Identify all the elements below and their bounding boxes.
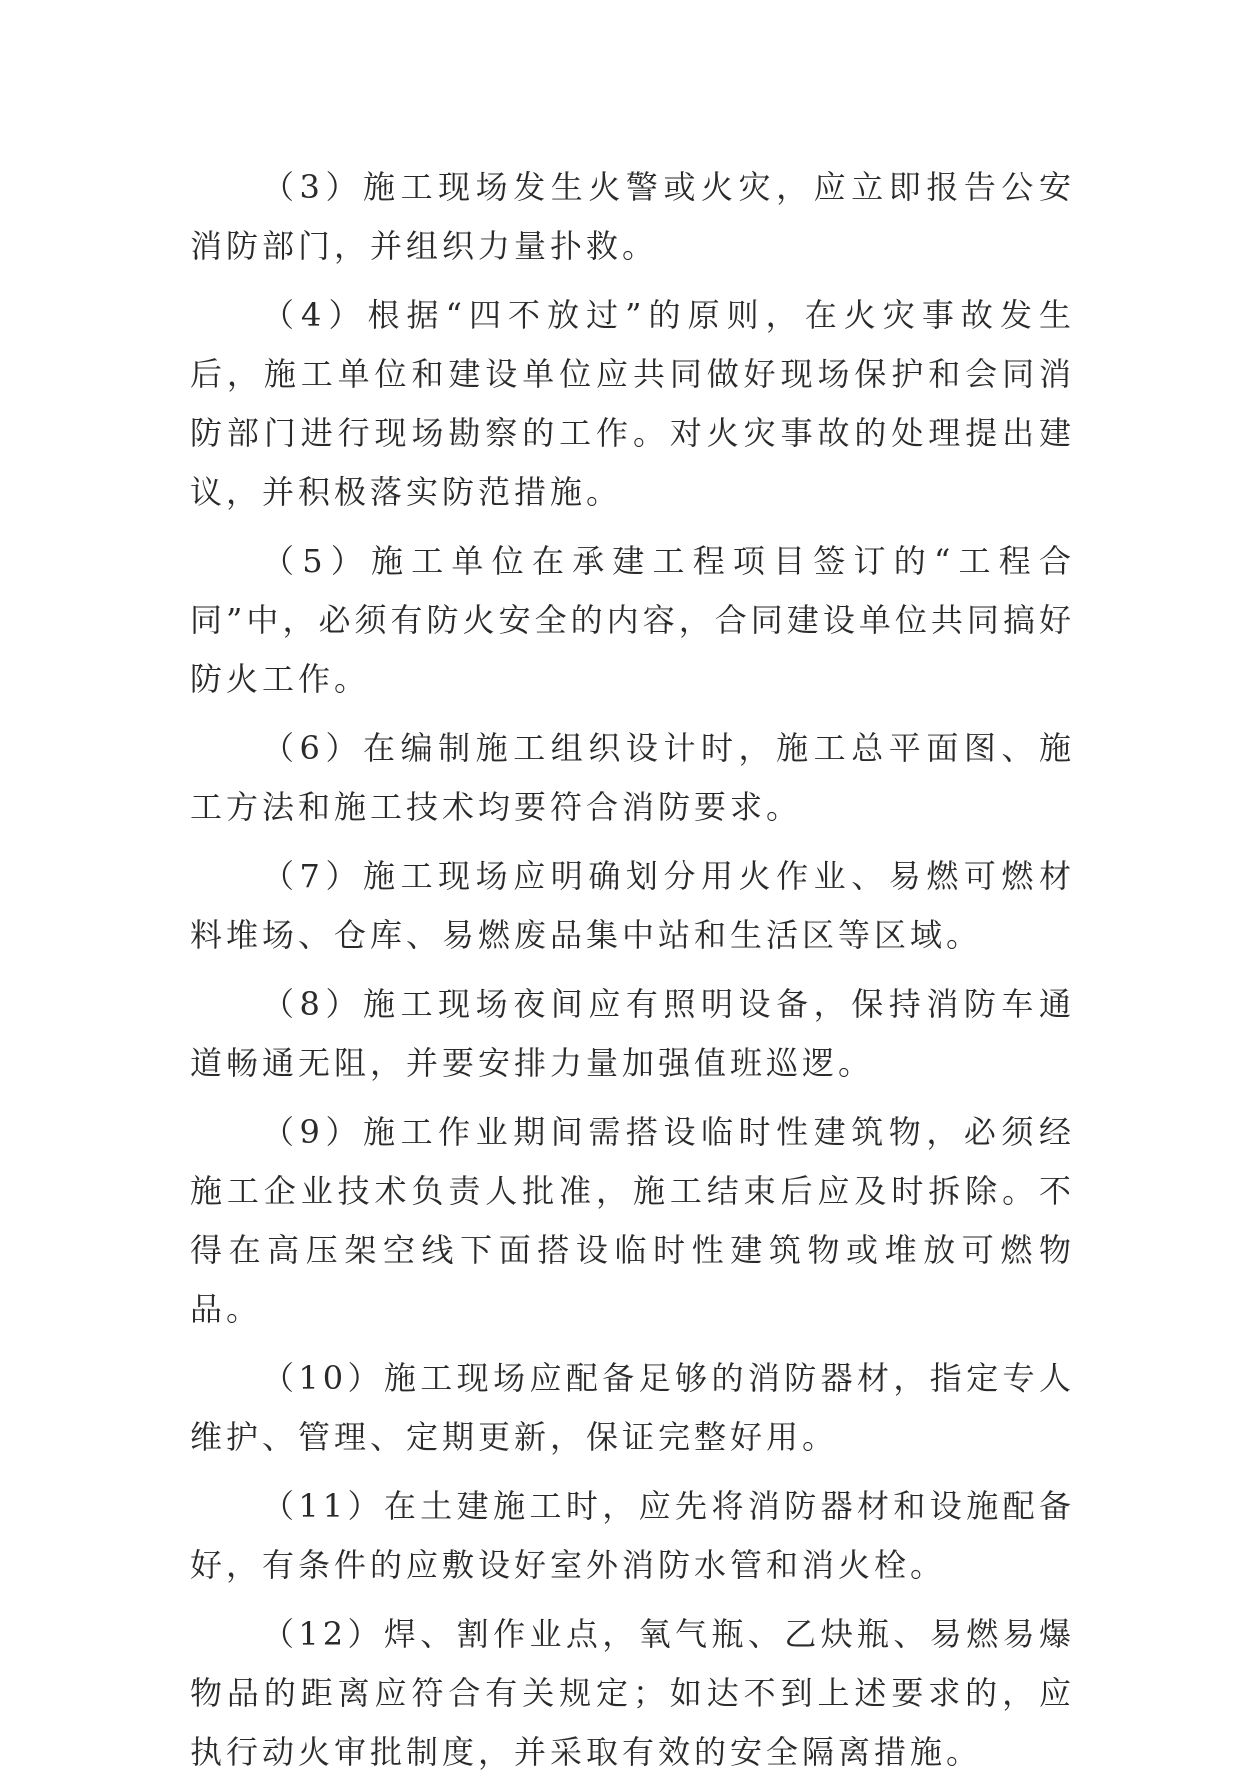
paragraph-7: （7）施工现场应明确划分用火作业、易燃可燃材料堆场、仓库、易燃废品集中站和生活区等区域。 [190,857,1075,954]
paragraph-6: （6）在编制施工组织设计时，施工总平面图、施工方法和施工技术均要符合消防要求。 [190,729,1075,826]
paragraph-9: （9）施工作业期间需搭设临时性建筑物，必须经施工企业技术负责人批准，施工结束后应及时拆除。不得在高压架空线下面搭设临时性建筑物或堆放可燃物品。 [190,1113,1075,1328]
paragraph-3: （3）施工现场发生火警或火灾，应立即报告公安消防部门，并组织力量扑救。 [190,168,1075,265]
paragraph-5: （5）施工单位在承建工程项目签订的“工程合同”中，必须有防火安全的内容，合同建设单位共同搞好防火工作。 [190,542,1075,698]
paragraph-12: （12）焊、割作业点，氧气瓶、乙炔瓶、易燃易爆物品的距离应符合有关规定；如达不到上述要求的，应执行动火审批制度，并采取有效的安全隔离措施。 [190,1615,1075,1771]
paragraph-8: （8）施工现场夜间应有照明设备，保持消防车通道畅通无阻，并要安排力量加强值班巡逻。 [190,985,1075,1082]
paragraph-10: （10）施工现场应配备足够的消防器材，指定专人维护、管理、定期更新，保证完整好用。 [190,1359,1075,1456]
paragraph-4: （4）根据“四不放过”的原则，在火灾事故发生后，施工单位和建设单位应共同做好现场保护和会同消防部门进行现场勘察的工作。对火灾事故的处理提出建议，并积极落实防范措施。 [190,296,1075,511]
document-body [190,158,1075,1792]
paragraph-11: （11）在土建施工时，应先将消防器材和设施配备好，有条件的应敷设好室外消防水管和消火栓。 [190,1487,1075,1584]
